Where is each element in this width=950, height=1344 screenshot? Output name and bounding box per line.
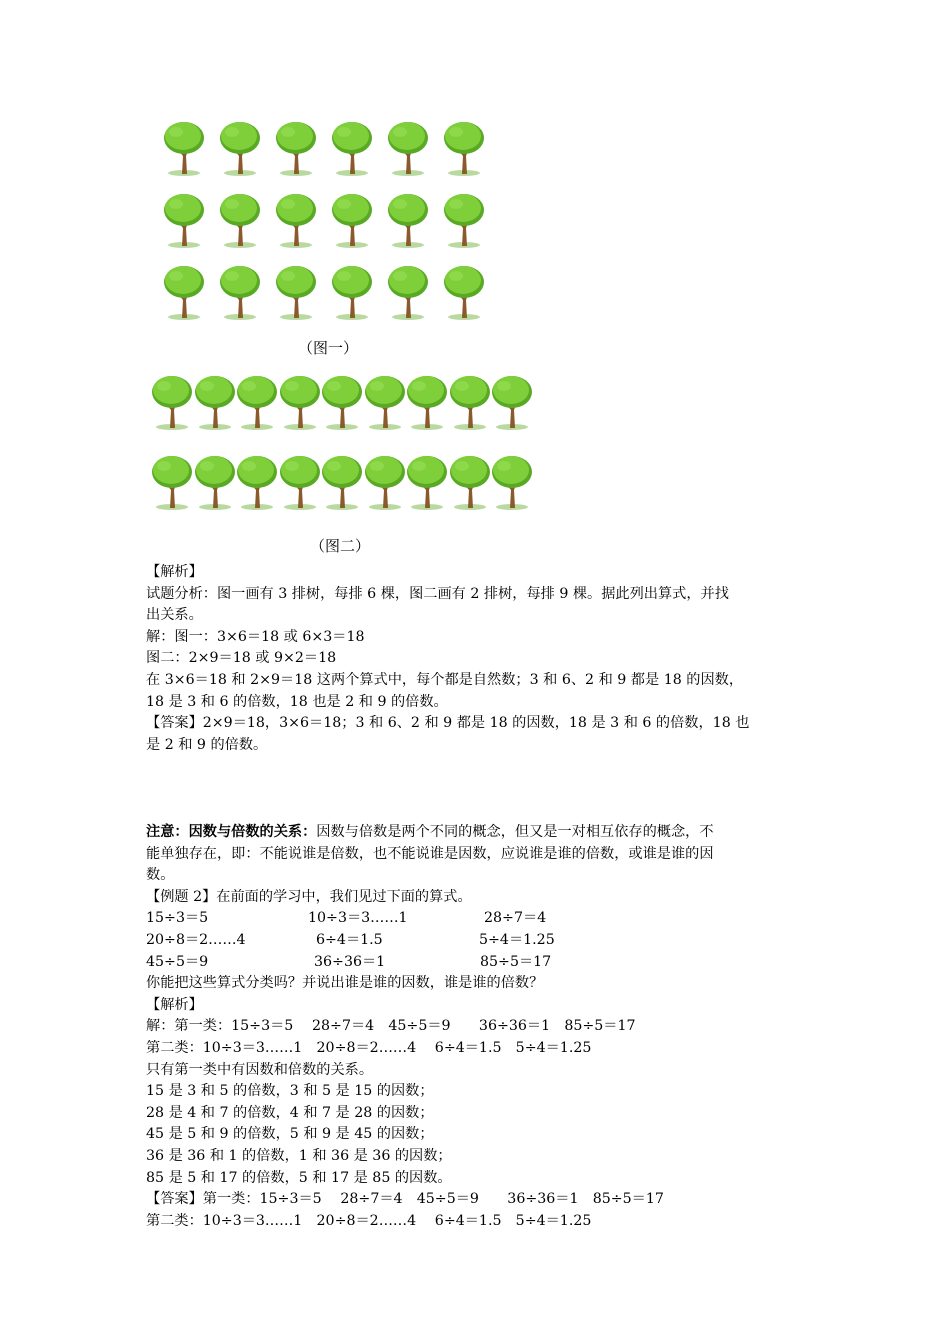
note-line: 能单独存在，即：不能说谁是倍数，也不能说谁是因数，应说谁是谁的倍数，或谁是谁的因 <box>146 845 714 862</box>
tree-icon <box>318 372 366 432</box>
answer-text: 【答案】第一类：15÷3＝5 28÷7＝4 45÷5＝9 36÷36＝1 85÷5＝17 <box>146 1191 664 1208</box>
tree-icon <box>216 262 264 322</box>
tree-icon <box>272 262 320 322</box>
analysis-text: 图二：2×9＝18 或 9×2＝18 <box>146 650 337 667</box>
tree-icon <box>191 452 239 512</box>
tree-icon <box>361 372 409 432</box>
analysis-text: 出关系。 <box>146 607 203 624</box>
note-text: 因数与倍数是两个不同的概念，但又是一对相互依存的概念，不 <box>316 824 714 840</box>
analysis-text: 第二类：10÷3＝3……1 20÷8＝2……4 6÷4＝1.5 5÷4＝1.25 <box>146 1039 592 1056</box>
tree-icon <box>440 262 488 322</box>
analysis-heading: 【解析】 <box>146 996 203 1013</box>
tree-icon <box>440 190 488 250</box>
analysis-heading: 【解析】 <box>146 564 203 580</box>
analysis-text: 只有第一类中有因数和倍数的关系。 <box>146 1061 374 1078</box>
tree-icon <box>328 118 376 178</box>
tree-icon <box>403 452 451 512</box>
equation: 5÷4＝1.25 <box>479 931 555 948</box>
tree-icon <box>216 190 264 250</box>
tree-icon <box>384 118 432 178</box>
answer-text: 【答案】2×9＝18，3×6＝18；3 和 6、2 和 9 都是 18 的因数，18 是 3 和 6 的倍数，18 也 <box>146 715 750 732</box>
tree-icon <box>272 190 320 250</box>
analysis-1 <box>146 562 826 756</box>
tree-icon <box>488 452 536 512</box>
equation: 28÷7＝4 <box>484 910 547 927</box>
equation: 20÷8＝2……4 <box>146 931 246 948</box>
tree-icon <box>148 452 196 512</box>
equation: 15÷3＝5 <box>146 910 209 927</box>
tree-icon <box>384 262 432 322</box>
tree-icon <box>318 452 366 512</box>
figure-1-caption: （图一） <box>298 339 359 357</box>
tree-icon <box>160 262 208 322</box>
analysis-text: 解：第一类：15÷3＝5 28÷7＝4 45÷5＝9 36÷36＝1 85÷5＝17 <box>146 1018 636 1035</box>
tree-icon <box>272 118 320 178</box>
tree-icon <box>160 190 208 250</box>
tree-icon <box>488 372 536 432</box>
analysis-text: 28 是 4 和 7 的倍数，4 和 7 是 28 的因数； <box>146 1104 434 1121</box>
equation-row <box>146 908 826 930</box>
tree-icon <box>233 452 281 512</box>
tree-icon <box>384 190 432 250</box>
tree-icon <box>276 452 324 512</box>
figure-1-tree-grid <box>160 118 500 328</box>
tree-icon <box>216 118 264 178</box>
note-line <box>146 822 826 844</box>
tree-icon <box>403 372 451 432</box>
tree-icon <box>328 190 376 250</box>
analysis-text: 解：图一：3×6＝18 或 6×3＝18 <box>146 628 365 645</box>
figure-2-caption: （图二） <box>310 537 371 555</box>
equation: 85÷5＝17 <box>480 953 552 970</box>
example-intro: 【例题 2】在前面的学习中，我们见过下面的算式。 <box>146 888 472 905</box>
equation-row <box>146 952 826 974</box>
equation: 36÷36＝1 <box>314 953 386 970</box>
tree-icon <box>440 118 488 178</box>
answer-text: 是 2 和 9 的倍数。 <box>146 736 268 753</box>
tree-icon <box>361 452 409 512</box>
analysis-text: 15 是 3 和 5 的倍数，3 和 5 是 15 的因数； <box>146 1083 434 1100</box>
tree-icon <box>446 372 494 432</box>
analysis-text: 36 是 36 和 1 的倍数，1 和 36 是 36 的因数； <box>146 1147 452 1164</box>
note-line: 数。 <box>146 867 175 884</box>
note-label: 注意：因数与倍数的关系： <box>146 824 317 840</box>
equation: 10÷3＝3……1 <box>308 910 408 927</box>
answer-text: 第二类：10÷3＝3……1 20÷8＝2……4 6÷4＝1.5 5÷4＝1.25 <box>146 1212 592 1229</box>
tree-icon <box>446 452 494 512</box>
analysis-text: 18 是 3 和 6 的倍数，18 也是 2 和 9 的倍数。 <box>146 693 448 710</box>
analysis-text: 试题分析：图一画有 3 排树，每排 6 棵，图二画有 2 排树，每排 9 棵。据此列出算式，并找 <box>146 585 729 602</box>
analysis-text: 85 是 5 和 17 的倍数，5 和 17 是 85 的因数。 <box>146 1169 452 1186</box>
tree-icon <box>233 372 281 432</box>
tree-icon <box>148 372 196 432</box>
tree-icon <box>160 118 208 178</box>
tree-icon <box>276 372 324 432</box>
equation: 45÷5＝9 <box>146 953 209 970</box>
tree-icon <box>328 262 376 322</box>
tree-icon <box>191 372 239 432</box>
analysis-text: 45 是 5 和 9 的倍数，5 和 9 是 45 的因数； <box>146 1126 434 1143</box>
analysis-text: 在 3×6＝18 和 2×9＝18 这两个算式中，每个都是自然数；3 和 6、2 和 9 都是 18 的因数， <box>146 671 744 688</box>
note-and-example <box>146 822 826 1232</box>
figure-2-tree-grid <box>148 372 538 517</box>
equation: 6÷4＝1.5 <box>316 931 383 948</box>
equation-row <box>146 930 826 952</box>
question-text: 你能把这些算式分类吗？并说出谁是谁的因数，谁是谁的倍数？ <box>146 975 544 992</box>
